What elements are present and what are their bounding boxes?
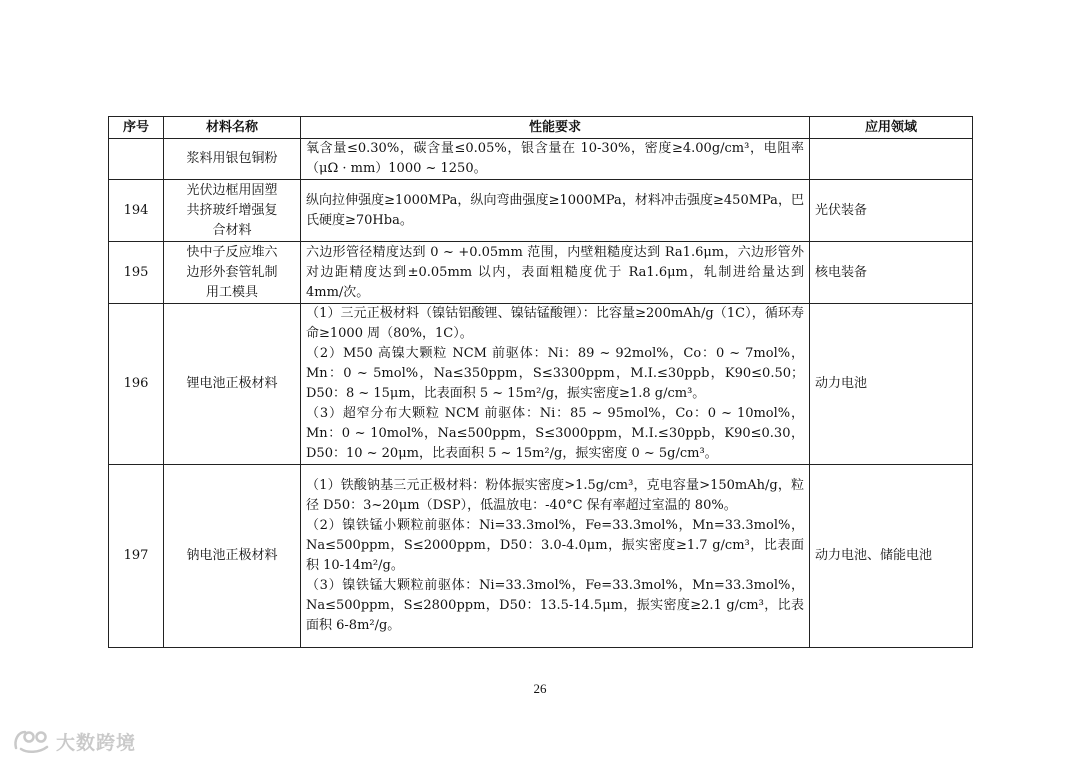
table-row	[109, 180, 973, 242]
header-performance: 性能要求	[301, 117, 810, 139]
material-name-line: 浆料用银包铜粉	[186, 151, 278, 166]
row-number: 197	[109, 465, 164, 648]
material-name-line: 光伏边框用固塑	[186, 182, 278, 198]
performance-line: （3）镍铁锰大颗粒前驱体：Ni=33.3mol%，Fe=33.3mol%，Mn=33.3mol%，Na≤500ppm，S≤2800ppm，D50：13.5-14.5μm，振实密度≥2.1 g/cm³，比表面积 6-8m²/g。	[306, 578, 804, 633]
material-name-line: 合材料	[212, 222, 252, 238]
material-name-line: 用工模具	[205, 284, 258, 300]
performance-line: （3）超窄分布大颗粒 NCM 前驱体：Ni：85 ~ 95mol%，Co：0 ~ 10mol%，Mn：0 ~ 10mol%，Na≤500ppm，S≤3000ppm，M.I.≤30ppb，K90≤0.30，D50：10 ~ 20μm，比表面积 5 ~ 15m²/g，振实密度 0 ~ 5g/cm³。	[306, 406, 804, 461]
material-name-line: 钠电池正极材料	[186, 548, 278, 563]
row-number: 196	[109, 304, 164, 465]
materials-table	[108, 116, 973, 648]
table-row	[109, 304, 973, 465]
material-name-line: 边形外套管轧制	[186, 264, 278, 280]
row-number: 194	[109, 180, 164, 242]
material-name	[164, 304, 301, 465]
table-row	[109, 242, 973, 304]
material-name	[164, 242, 301, 304]
material-name	[164, 180, 301, 242]
performance-line: （1）三元正极材料（镍钴铝酸锂、镍钴锰酸锂）：比容量≥200mAh/g（1C），循环寿命≥1000 周（80%，1C）。	[306, 306, 804, 341]
performance-line: （2）镍铁锰小颗粒前驱体：Ni=33.3mol%，Fe=33.3mol%，Mn=33.3mol%，Na≤500ppm，S≤2000ppm，D50：3.0-4.0μm，振实密度≥1.7 g/cm³，比表面积 10-14m²/g。	[306, 518, 804, 573]
table-row	[109, 139, 973, 180]
header-application: 应用领域	[810, 117, 973, 139]
application-field: 动力电池、储能电池	[810, 465, 973, 648]
performance-requirement	[301, 242, 810, 304]
application-field: 核电装备	[810, 242, 973, 304]
material-name	[164, 139, 301, 180]
application-field: 动力电池	[810, 304, 973, 465]
performance-line: 氧含量≤0.30%，碳含量≤0.05%，银含量在 10-30%，密度≥4.00g/cm³，电阻率（μΩ · mm）1000 ~ 1250。	[306, 141, 804, 176]
table-header-row	[109, 117, 973, 139]
performance-line: 纵向拉伸强度≥1000MPa，纵向弯曲强度≥1000MPa，材料冲击强度≥450MPa，巴氏硬度≥70Hba。	[306, 192, 804, 228]
header-no: 序号	[109, 117, 164, 139]
row-number: 195	[109, 242, 164, 304]
performance-line: （2）M50 高镍大颗粒 NCM 前驱体：Ni：89 ~ 92mol%，Co：0 ~ 7mol%，Mn：0 ~ 5mol%，Na≤350ppm，S≤3300ppm，M.I.≤30ppb，K90≤0.50；D50：8 ~ 15μm，比表面积 5 ~ 15m²/g，振实密度≥1.8 g/cm³。	[306, 346, 804, 401]
application-field	[810, 139, 973, 180]
page-number: 26	[533, 681, 547, 696]
material-name-line: 快中子反应堆六	[186, 244, 278, 260]
performance-requirement	[301, 180, 810, 242]
application-field: 光伏装备	[810, 180, 973, 242]
table-row	[109, 465, 973, 648]
material-name-line: 锂电池正极材料	[186, 376, 278, 391]
performance-line: （1）铁酸钠基三元正极材料：粉体振实密度>1.5g/cm³，克电容量>150mAh/g，粒径 D50：3~20μm（DSP），低温放电：-40°C 保有率超过室温的 80%。	[306, 478, 804, 513]
watermark	[12, 726, 136, 756]
header-material-name: 材料名称	[164, 117, 301, 139]
performance-line: 六边形管径精度达到 0 ~ +0.05mm 范围，内壁粗糙度达到 Ra1.6μm，六边形管外对边距精度达到±0.05mm 以内，表面粗糙度优于 Ra1.6μm，轧制进给量达到 4mm/次。	[306, 244, 804, 300]
performance-requirement	[301, 465, 810, 648]
watermark-logo-icon	[12, 728, 52, 754]
performance-requirement	[301, 304, 810, 465]
watermark-text: 大数跨境	[56, 731, 137, 754]
material-name	[164, 465, 301, 648]
material-name-line: 共挤玻纤增强复	[186, 202, 278, 218]
performance-requirement	[301, 139, 810, 180]
row-number	[109, 139, 164, 180]
